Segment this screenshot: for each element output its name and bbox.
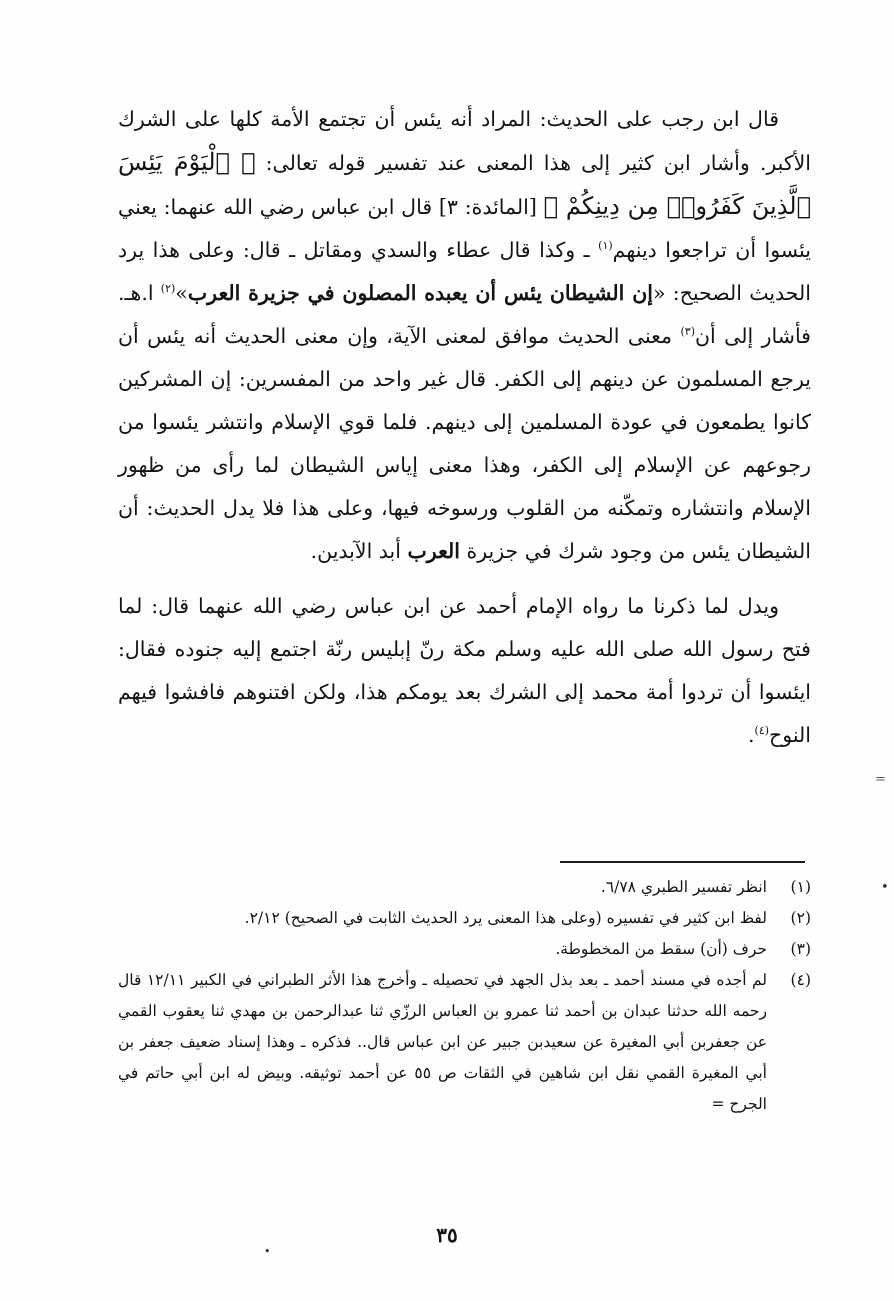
footnote-4 (118, 965, 811, 1120)
footnote-ref-4[interactable]: (٤) (754, 724, 770, 738)
footnote-ref-1[interactable]: (١) (598, 239, 613, 253)
footnote-2 (118, 903, 811, 934)
footnote-text: انظر تفسير الطبري ٦/٧٨. (600, 878, 767, 896)
footnote-text: لم أجده في مسند أحمد ـ بعد بذل الجهد في تحصيله ـ وأخرج هذا الأثر الطبراني في الكبير ١٢/١١ قال رحمه الله حدثنا عبدان بن أحمد ثنا عمرو بن العباس الرزّي ثنا عبدالرحمن بن مهدي ثنا يعقوب القمي عن جعفربن أبي المغيرة عن سعيدبن جبير عن ابن عباس قال.. فذكره ـ وهذا إسناد ضعيف جعفر بن أبي المغيرة القمي نقل ابن شاهين في الثقات ص ٥٥ عن أحمد توثيقه. وبيض له ابن أبي حاتم في الجرح = (118, 971, 767, 1113)
paragraph-1-text-d: ا.هـ. فأشار إلى أن (118, 281, 811, 348)
paragraph-1 (118, 98, 811, 573)
paragraph-2-text-a: ويدل لما ذكرنا ما رواه الإمام أحمد عن ابن عباس رضي الله عنهما قال: لما فتح رسول الله صلى الله عليه وسلم مكة رنّ إبليس رنّة اجتمع إليه جنوده فقال: ايئسوا أن تردوا أمة محمد إلى الشرك بعد يومكم هذا، ولكن افتنوهم فافشوا فيهم النوح (118, 594, 811, 747)
paragraph-1-text-e: معنى الحديث موافق لمعنى الآية، وإن معنى الحديث أنه يئس أن يرجع المسلمون عن دينهم إلى الكفر. قال غير واحد من المفسرين: إن المشركين كانوا يطمعون في عودة المسلمين إلى دينهم. فلما قوي الإسلام وانتشر يئسوا من رجوعهم عن الإسلام إلى الكفر، وهذا معنى إياس الشيطان لما رأى من ظهور الإسلام وانتشاره وتمكّنه من القلوب ورسوخه فيها، وعلى هذا فلا يدل الحديث: أن الشيطان يئس من وجود شرك في جزيرة (118, 324, 811, 563)
footnote-3 (118, 934, 811, 965)
margin-dot-mark: • (881, 880, 889, 895)
footnotes (118, 872, 811, 1120)
paragraph-2 (118, 585, 811, 757)
paragraph-2-text-b: . (748, 723, 755, 747)
footnote-number: (٤) (790, 971, 811, 989)
margin-tick-mark: = (875, 772, 886, 787)
footnote-ref-3[interactable]: (٣) (680, 325, 695, 339)
footnote-ref-2[interactable]: (٢) (160, 282, 176, 296)
footnote-1 (118, 872, 811, 903)
footnote-text: حرف (أن) سقط من المخطوطة. (555, 940, 767, 958)
quran-verse: ﴿ ٱلْيَوْمَ يَئِسَ ٱلَّذِينَ كَفَرُوا۟ مِن دِينِكُمْ ﴾ (118, 148, 812, 220)
footnote-number: (٢) (790, 909, 811, 927)
margin-dot-mark: • (264, 1245, 271, 1258)
paragraph-1-text-c: ـ وكذا قال عطاء والسدي ومقاتل ـ قال: وعلى هذا يرد الحديث الصحيح: « (118, 238, 811, 305)
main-text (118, 98, 811, 757)
hadith-quote: إن الشيطان يئس أن يعبده المصلون في جزيرة العرب (187, 281, 653, 305)
paragraph-1-text-f: أبد الآبدين. (310, 539, 401, 563)
paragraph-1-text-b: [المائدة: ٣] قال ابن عباس رضي الله عنهما: يعني يئسوا أن تراجعوا دينهم (118, 195, 811, 262)
paragraph-1-text-a: قال ابن رجب على الحديث: المراد أنه يئس أن تجتمع الأمة كلها على الشرك الأكبر. وأشار ابن كثير إلى هذا المعنى عند تفسير قوله تعالى: (118, 107, 811, 175)
quote-close: » (175, 281, 188, 305)
footnote-number: (١) (790, 878, 811, 896)
footnote-number: (٣) (790, 940, 811, 958)
footnote-text: لفظ ابن كثير في تفسيره (وعلى هذا المعنى يرد الحديث الثابت في الصحيح) ٢/١٢. (244, 909, 767, 927)
footnote-separator (560, 861, 805, 863)
bold-word-arab: العرب (407, 539, 460, 563)
page-number: ٣٥ (436, 1223, 458, 1247)
